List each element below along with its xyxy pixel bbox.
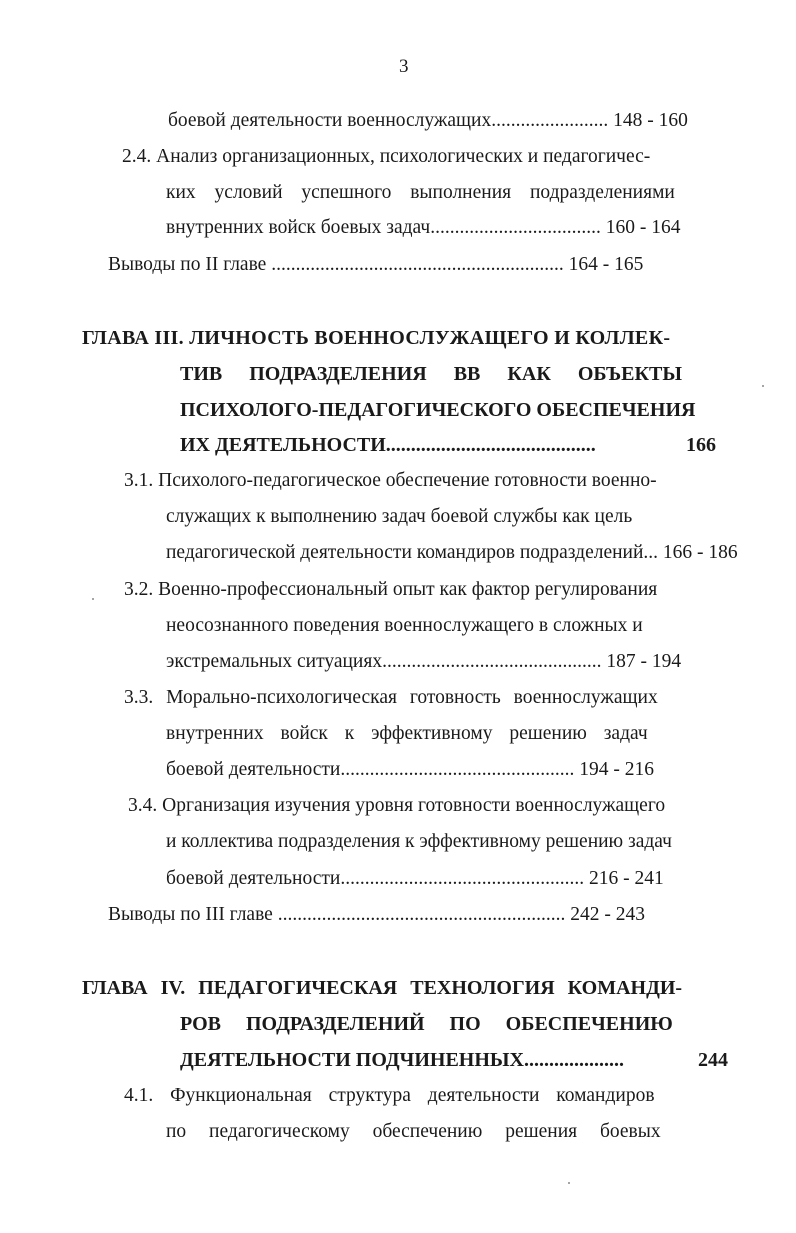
chapter-heading: ГЛАВА III. ЛИЧНОСТЬ ВОЕННОСЛУЖАЩЕГО И КОЛЛЕК- (82, 327, 671, 349)
chapter-heading: ТИВ ПОДРАЗДЕЛЕНИЯ ВВ КАК ОБЪЕКТЫ (180, 363, 682, 385)
scan-speck (762, 385, 764, 387)
chapter-heading: ДЕЯТЕЛЬНОСТИ ПОДЧИНЕННЫХ.................... (180, 1049, 624, 1071)
chapter-heading: ПСИХОЛОГО-ПЕДАГОГИЧЕСКОГО ОБЕСПЕЧЕНИЯ (180, 399, 696, 421)
toc-line: боевой деятельности.................................................. 216 - 241 (166, 868, 664, 889)
toc-line: 3.2. Военно-профессиональный опыт как фактор регулирования (124, 579, 658, 600)
chapter-heading: РОВ ПОДРАЗДЕЛЕНИЙ ПО ОБЕСПЕЧЕНИЮ (180, 1013, 673, 1035)
page-number: 3 (399, 56, 409, 77)
toc-line: 2.4. Анализ организационных, психологических и педагогичес- (122, 146, 651, 167)
toc-line: и коллектива подразделения к эффективному решению задач (166, 831, 672, 852)
toc-line: боевой деятельности................................................ 194 - 216 (166, 759, 654, 780)
toc-line: внутренних войск боевых задач................................... 160 - 164 (166, 217, 681, 238)
toc-line: 4.1. Функциональная структура деятельности командиров (124, 1085, 655, 1106)
chapter-page: 166 (686, 434, 716, 456)
toc-line: по педагогическому обеспечению решения боевых (166, 1121, 661, 1142)
toc-line: неосознанного поведения военнослужащего в сложных и (166, 615, 643, 636)
toc-line: служащих к выполнению задач боевой службы как цель (166, 506, 633, 527)
toc-line: экстремальных ситуациях............................................. 187 - 194 (166, 651, 682, 672)
scan-speck (92, 598, 94, 600)
toc-line: Выводы по II главе ............................................................ 164 - 165 (108, 254, 644, 275)
chapter-heading: ГЛАВА IV. ПЕДАГОГИЧЕСКАЯ ТЕХНОЛОГИЯ КОМАНДИ- (82, 977, 683, 999)
toc-line: ких условий успешного выполнения подразделениями (166, 182, 675, 203)
scan-speck (568, 1182, 570, 1184)
chapter-heading: ИХ ДЕЯТЕЛЬНОСТИ.......................................... (180, 434, 596, 456)
toc-line: внутренних войск к эффективному решению задач (166, 723, 648, 744)
toc-line: 3.4. Организация изучения уровня готовности военнослужащего (128, 795, 666, 816)
toc-line: 3.3. Морально-психологическая готовность военнослужащих (124, 687, 658, 708)
toc-line: педагогической деятельности командиров подразделений... 166 - 186 (166, 542, 738, 563)
chapter-page: 244 (698, 1049, 728, 1071)
toc-line: Выводы по III главе ........................................................... 242 - 243 (108, 904, 645, 925)
toc-line: боевой деятельности военнослужащих........................ 148 - 160 (168, 110, 688, 131)
toc-line: 3.1. Психолого-педагогическое обеспечение готовности военно- (124, 470, 657, 491)
